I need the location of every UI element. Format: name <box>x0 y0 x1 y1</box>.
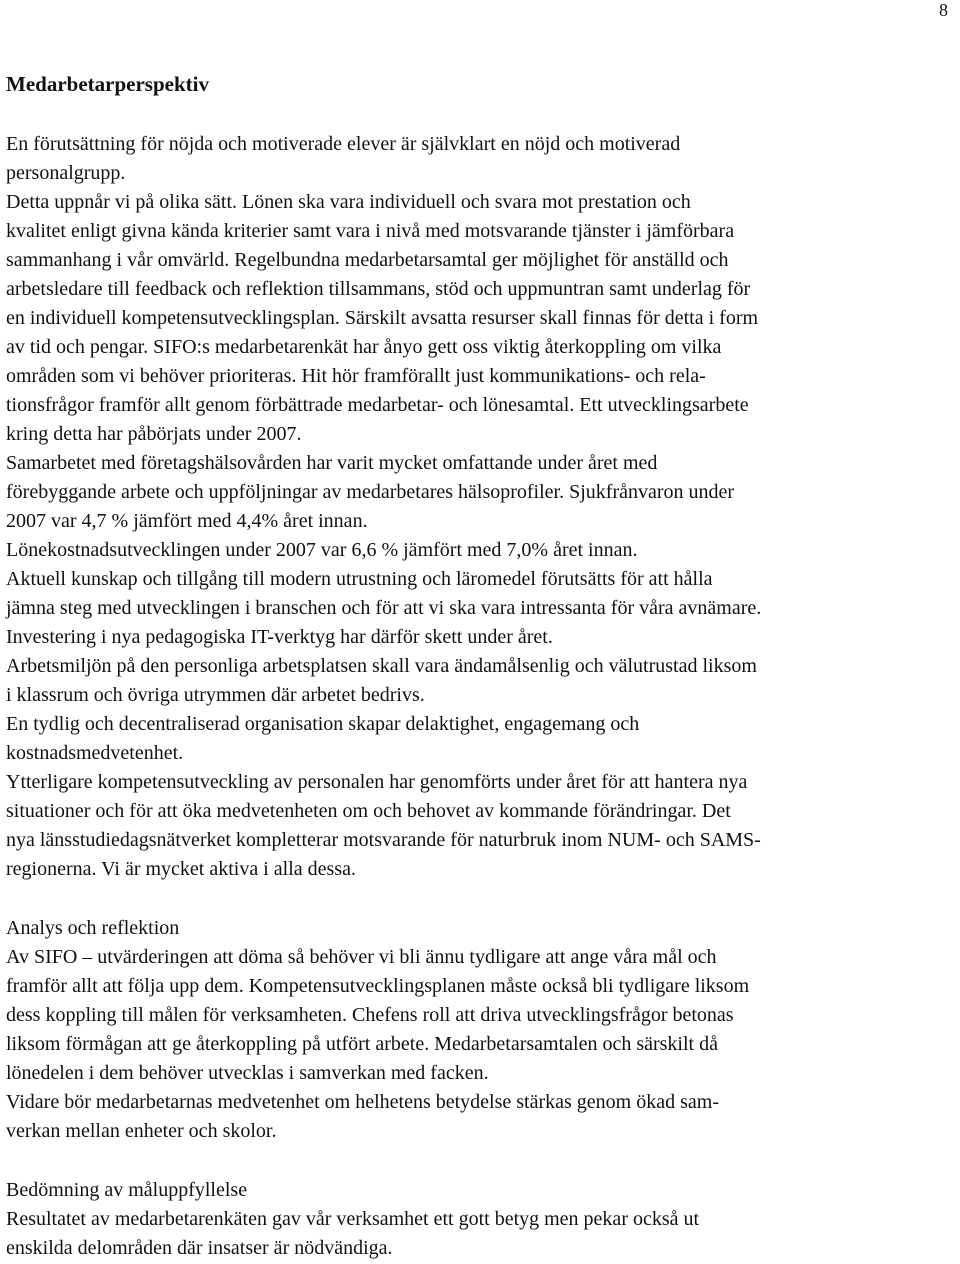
text-line: framför allt att följa upp dem. Kompetensutvecklingsplanen måste också bli tydligare liksom <box>6 975 750 997</box>
text-line: Av SIFO – utvärderingen att döma så behöver vi bli ännu tydligare att ange våra mål och <box>6 946 717 968</box>
text-line: enskilda delområden där insatser är nödvändiga. <box>6 1237 393 1259</box>
paragraph-spacer <box>6 884 956 914</box>
text-line: arbetsledare till feedback och reflektion tillsammans, stöd och uppmuntran samt underlag för <box>6 278 751 300</box>
text-line: sammanhang i vår omvärld. Regelbundna medarbetarsamtal ger möjlighet för anställd och <box>6 249 729 271</box>
section-title: Medarbetarperspektiv <box>6 72 209 96</box>
text-line: områden som vi behöver prioriteras. Hit hör framförallt just kommunikations- och rela- <box>6 365 706 387</box>
assessment-heading: Bedömning av måluppfyllelse <box>6 1179 248 1201</box>
paragraph-spacer <box>6 1146 956 1176</box>
analysis-heading: Analys och reflektion <box>6 917 180 939</box>
text-line: 2007 var 4,7 % jämfört med 4,4% året innan. <box>6 510 368 532</box>
text-line: Samarbetet med företagshälsovården har varit mycket omfattande under året med <box>6 452 658 474</box>
text-line: Detta uppnår vi på olika sätt. Lönen ska vara individuell och svara mot prestation och <box>6 191 691 213</box>
text-line: Investering i nya pedagogiska IT-verktyg har därför skett under året. <box>6 626 553 648</box>
text-line: dess koppling till målen för verksamheten. Chefens roll att driva utvecklingsfrågor betonas <box>6 1004 734 1026</box>
text-line: situationer och för att öka medvetenheten om och behovet av kommande förändringar. Det <box>6 800 731 822</box>
text-line: kring detta har påbörjats under 2007. <box>6 423 302 445</box>
text-line: En tydlig och decentraliserad organisation skapar delaktighet, engagemang och <box>6 713 640 735</box>
text-line: nya länsstudiedagsnätverket kompletterar motsvarande för naturbruk inom NUM- och SAMS- <box>6 829 761 851</box>
analysis-section <box>6 914 956 1146</box>
text-line: förebyggande arbete och uppföljningar av medarbetares hälsoprofiler. Sjukfrånvaron under <box>6 481 735 503</box>
text-line: Lönekostnadsutvecklingen under 2007 var 6,6 % jämfört med 7,0% året innan. <box>6 539 638 561</box>
document-body <box>6 72 956 1263</box>
text-line: Arbetsmiljön på den personliga arbetsplatsen skall vara ändamålsenlig och välutrustad liksom <box>6 655 757 677</box>
assessment-section <box>6 1176 956 1263</box>
text-line: Vidare bör medarbetarnas medvetenhet om helhetens betydelse stärkas genom ökad sam- <box>6 1091 719 1113</box>
page-number: 8 <box>939 0 948 20</box>
text-line: en individuell kompetensutvecklingsplan. Särskilt avsatta resurser skall finnas för detta i form <box>6 307 759 329</box>
text-line: regionerna. Vi är mycket aktiva i alla dessa. <box>6 858 356 880</box>
text-line: tionsfrågor framför allt genom förbättrade medarbetar- och lönesamtal. Ett utvecklingsarbete <box>6 394 749 416</box>
text-line: kostnadsmedvetenhet. <box>6 742 184 764</box>
text-line: En förutsättning för nöjda och motiverade elever är självklart en nöjd och motiverad <box>6 133 681 155</box>
text-line: lönedelen i dem behöver utvecklas i samverkan med facken. <box>6 1062 489 1084</box>
text-line: kvalitet enligt givna kända kriterier samt vara i nivå med motsvarande tjänster i jämförbara <box>6 220 735 242</box>
text-line: personalgrupp. <box>6 162 126 184</box>
text-line: Resultatet av medarbetarenkäten gav vår verksamhet ett gott betyg men pekar också ut <box>6 1208 700 1230</box>
text-line: verkan mellan enheter och skolor. <box>6 1120 277 1142</box>
text-line: Ytterligare kompetensutveckling av personalen har genomförts under året för att hantera nya <box>6 771 748 793</box>
text-line: av tid och pengar. SIFO:s medarbetarenkät har ånyo gett oss viktig återkoppling om vilka <box>6 336 722 358</box>
intro-section <box>6 130 956 884</box>
text-line: i klassrum och övriga utrymmen där arbetet bedrivs. <box>6 684 425 706</box>
text-line: jämna steg med utvecklingen i branschen och för att vi ska vara intressanta för våra avnämare. <box>6 597 762 619</box>
text-line: liksom förmågan att ge återkoppling på utfört arbete. Medarbetarsamtalen och särskilt då <box>6 1033 718 1055</box>
text-line: Aktuell kunskap och tillgång till modern utrustning och läromedel förutsätts för att hålla <box>6 568 713 590</box>
